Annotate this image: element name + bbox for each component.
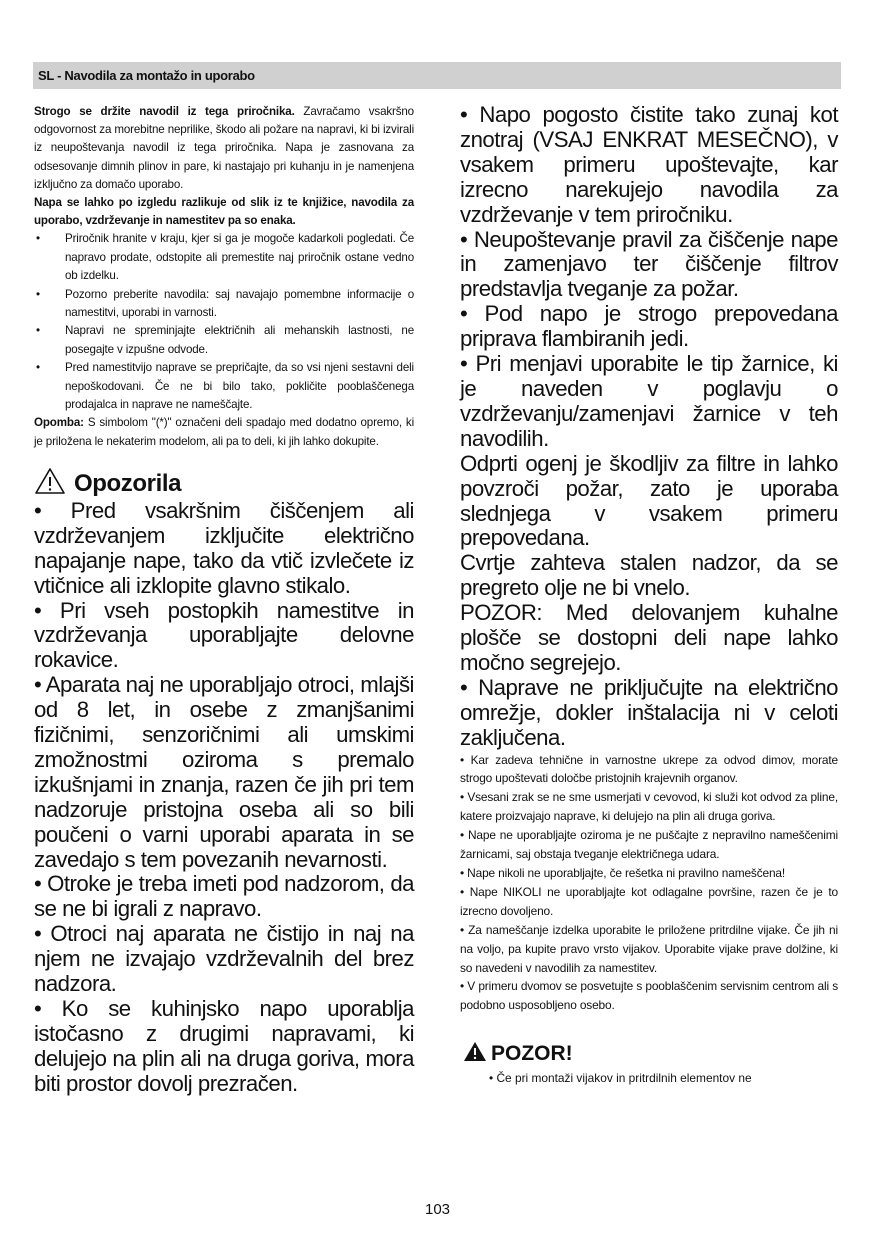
warnings-heading bbox=[34, 469, 414, 499]
note-text: S simbolom "(*)" označeni deli spadajo med dodatno opremo, ki je priložena le nekaterim modelom, ali pa to deli, ki jih lahko dokupite. bbox=[34, 416, 414, 448]
intro-bold-paragraph bbox=[34, 194, 414, 230]
warning-paragraph: • Naprave ne priključujte na električno omrežje, dokler inštalacija ni v celoti zaključena. bbox=[460, 674, 838, 750]
warning-paragraph: • Pred vsakršnim čiščenjem ali vzdrževanjem izključite električno napajanje nape, tako da vtič izvlečete iz vtičnice ali izklopite glavno stikalo. bbox=[34, 497, 414, 598]
list-item: • Napravi ne spreminjajte električnih ali mehanskih lastnosti, ne posegajte v izpušne odvode. bbox=[34, 322, 414, 359]
pozor-text: • Če pri montaži vijakov in pritrdilnih elementov ne bbox=[489, 1071, 752, 1086]
pozor-title: POZOR! bbox=[491, 1042, 573, 1066]
safety-note: • V primeru dvomov se posvetujte s pooblaščenim servisnim centrom ali s podobno usposobljeno osebo. bbox=[460, 979, 838, 1013]
note-paragraph bbox=[34, 414, 414, 450]
warning-paragraph: • Pod napo je strogo prepovedana priprava flambiranih jedi. bbox=[460, 301, 838, 352]
list-item: • Priročnik hranite v kraju, kjer si ga je mogoče kadarkoli pogledati. Če napravo prodate, odstopite ali premestite naj priročnik ostane vedno ob izdelku. bbox=[34, 230, 414, 285]
warning-paragraph: POZOR: Med delovanjem kuhalne plošče se dostopni deli nape lahko močno segrejejo. bbox=[460, 600, 838, 675]
warning-paragraph: • Pri vseh postopkih namestitve in vzdrževanja uporabljajte delovne rokavice. bbox=[34, 597, 414, 673]
warning-paragraph: • Aparata naj ne uporabljajo otroci, mlajši od 8 let, in osebe z zmanjšanimi fizičnimi, senzoričnimi ali umskimi zmožnostmi oziroma s premalo izkušnjami in znanja, razen če jih pri tem nadzoruje pristojna oseba ali so bili poučeni o varni uporabi aparata in se zavedajo s tem povezanih nevarnosti. bbox=[34, 672, 414, 872]
safety-note: • Vsesani zrak se ne sme usmerjati v cevovod, ki služi kot odvod za pline, katere proizvajajo naprave, ki delujejo na plin ali druga goriva. bbox=[460, 790, 838, 824]
list-item: • Pred namestitvijo naprave se prepričajte, da so vsi njeni sestavni deli nepoškodovani. Če ne bi bilo tako, pokličite pooblaščenega prodajalca in naprave ne nameščajte. bbox=[34, 359, 414, 414]
safety-note: • Nape nikoli ne uporabljajte, če rešetka ni pravilno nameščena! bbox=[460, 866, 786, 880]
left-column bbox=[34, 103, 414, 1097]
warning-paragraph: • Napo pogosto čistite tako zunaj kot znotraj (VSAJ ENKRAT MESEČNO), v vsakem primeru upoštevajte, kar izrecno narekujejo navodila za vzdrževanje v tem priročniku. bbox=[460, 102, 838, 227]
warning-filled-icon bbox=[463, 1041, 487, 1067]
safety-note: • Nape ne uporabljajte oziroma je ne puščajte z nepravilno nameščenimi žarnicami, saj obstaja tveganje električnega udara. bbox=[460, 828, 838, 862]
warning-paragraph: • Otroke je treba imeti pod nadzorom, da se ne bi igrali z napravo. bbox=[34, 871, 414, 922]
pozor-heading bbox=[463, 1041, 838, 1067]
warning-paragraph: Cvrtje zahteva stalen nadzor, da se pregreto olje ne bi vnelo. bbox=[460, 550, 838, 601]
warning-paragraph: Odprti ogenj je škodljiv za filtre in lahko povzroči požar, zato je uporaba slednjega v vsakem primeru prepovedana. bbox=[460, 450, 838, 551]
intro-bold-lead: Strogo se držite navodil iz tega priročnika. bbox=[34, 105, 295, 118]
warnings-title: Opozorila bbox=[74, 469, 182, 497]
list-item: • Pozorno preberite navodila: saj navajajo pomembne informacije o namestitvi, uporabi in varnosti. bbox=[34, 286, 414, 323]
header-title: SL - Navodila za montažo in uporabo bbox=[38, 68, 255, 83]
warning-paragraph: • Neupoštevanje pravil za čiščenje nape in zamenjavo ter čiščenje filtrov predstavlja tveganje za požar. bbox=[460, 226, 838, 302]
safety-note: • Za nameščanje izdelka uporabite le priložene pritrdilne vijake. Če jih ni na voljo, pa kupite pravo vrsto vijakov. Uporabite vijake prave dolžine, ki so navedeni v navodilih za namestitev. bbox=[460, 922, 838, 975]
intro-bullet-list bbox=[34, 230, 414, 414]
note-label: Opomba: bbox=[34, 416, 84, 430]
page-header bbox=[33, 62, 841, 89]
intro-paragraph bbox=[34, 103, 414, 194]
right-column bbox=[460, 103, 838, 1087]
intro-text: Zavračamo vsakršno odgovornost za morebitne neprilike, škodo ali požare na napravi, ki bi izvirali iz neupoštevanja navodil iz tega priročnika. Napa je zasnovana za odsesovanje dimnih plinov in pare, ki nastajajo pri kuhanju in je namenjena izključno za domačo uporabo. bbox=[34, 105, 414, 191]
warning-paragraph: • Ko se kuhinjsko napo uporablja istočasno z drugimi napravami, ki delujejo na plin ali na druga goriva, mora biti prostor dovolj prezračen. bbox=[34, 996, 414, 1096]
page-number: 103 bbox=[424, 1201, 451, 1218]
safety-note: • Kar zadeva tehnične in varnostne ukrepe za odvod dimov, morate strogo upoštevati določbe pristojnih krajevnih organov. bbox=[460, 752, 838, 786]
warning-paragraph: • Otroci naj aparata ne čistijo in naj na njem ne izvajajo vzdrževalnih del brez nadzora. bbox=[34, 921, 414, 997]
warning-triangle-icon bbox=[34, 467, 66, 500]
safety-note: • Nape NIKOLI ne uporabljajte kot odlagalne površine, razen če je to izrecno dovoljeno. bbox=[460, 884, 838, 918]
intro-bold-statement: Napa se lahko po izgledu razlikuje od slik iz te knjižice, navodila za uporabo, vzdrževanje in namestitev pa so enaka. bbox=[34, 196, 414, 228]
warning-paragraph: • Pri menjavi uporabite le tip žarnice, ki je naveden v poglavju o vzdrževanju/zamenjavi žarnice v teh navodilih. bbox=[460, 351, 838, 451]
